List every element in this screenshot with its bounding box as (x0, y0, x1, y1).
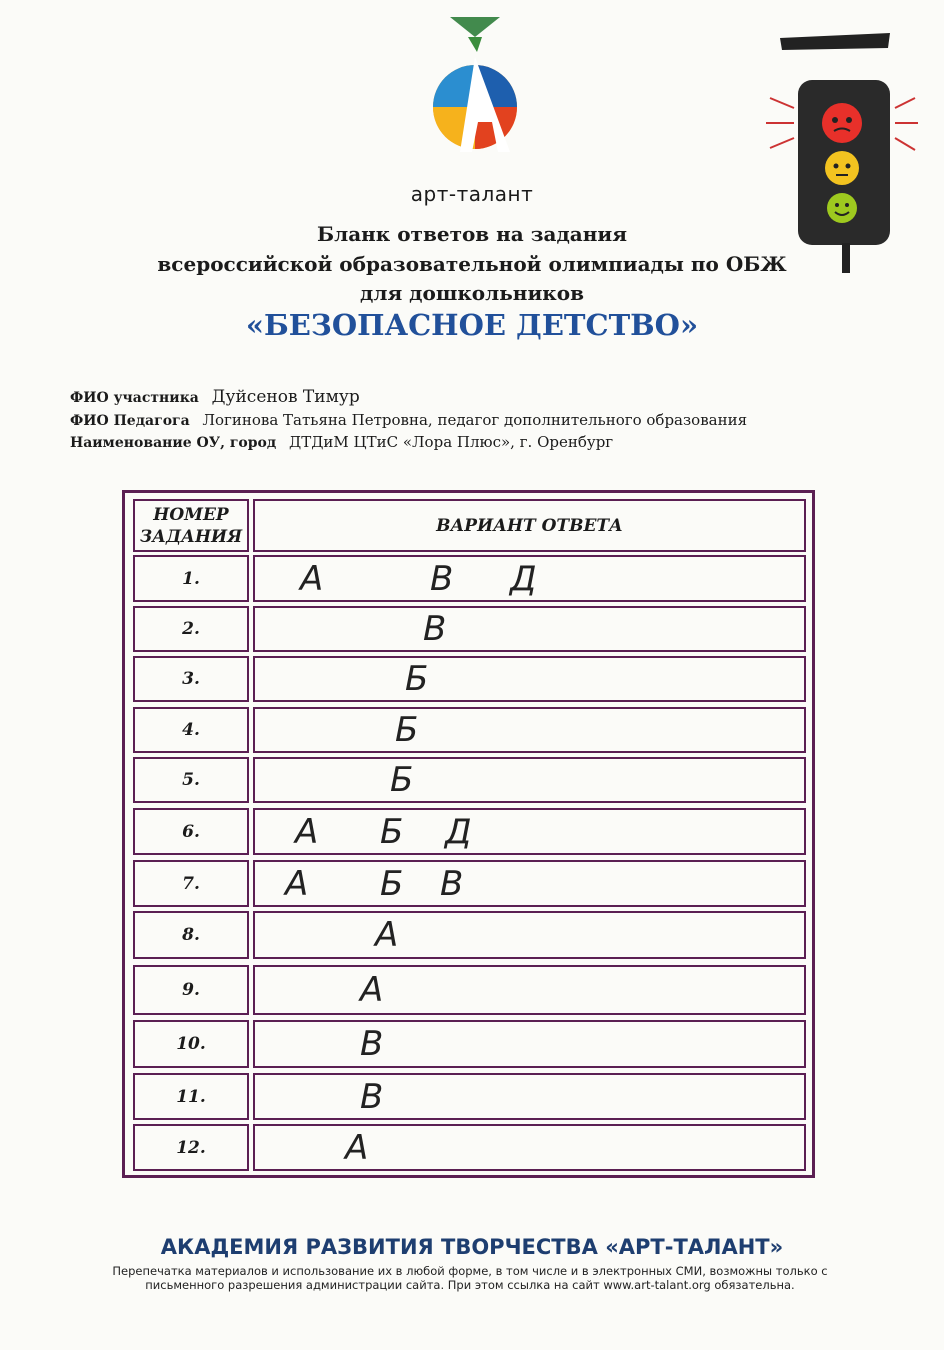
task-number-cell (133, 1020, 249, 1068)
header-answer-label: ВАРИАНТ ОТВЕТА (436, 515, 623, 536)
handwritten-answer: Д (445, 811, 472, 852)
task-number: 3. (182, 669, 200, 689)
organization-label: Наименование ОУ, город (70, 435, 277, 451)
task-number: 7. (182, 873, 200, 894)
handwritten-answer: В (430, 558, 454, 599)
task-number: 6. (182, 821, 200, 842)
task-number: 1. (182, 568, 200, 589)
task-number-cell (133, 1073, 249, 1120)
organization-info (70, 433, 613, 451)
handwritten-answer: В (360, 1076, 384, 1117)
table-row (133, 606, 806, 652)
handwritten-answer: Д (510, 558, 537, 599)
table-row (133, 555, 806, 602)
task-number-cell (133, 1124, 249, 1171)
handwritten-answer: А (295, 811, 319, 852)
answer-cell (253, 656, 806, 702)
olympiad-name: «БЕЗОПАСНОЕ ДЕТСТВО» (245, 308, 699, 342)
task-number: 10. (176, 1034, 206, 1054)
task-number-cell (133, 555, 249, 602)
task-number: 12. (176, 1137, 206, 1158)
table-row (133, 707, 806, 753)
task-number: 5. (182, 770, 200, 790)
task-number-cell (133, 707, 249, 753)
table-row (133, 965, 806, 1015)
header-task-number (133, 499, 249, 552)
task-number-cell (133, 808, 249, 855)
handwritten-answer: Б (390, 760, 414, 800)
footer-title: АКАДЕМИЯ РАЗВИТИЯ ТВОРЧЕСТВА «АРТ-ТАЛАНТ» (160, 1235, 784, 1259)
brand-name: арт-талант (410, 182, 534, 206)
handwritten-answer: В (440, 863, 464, 904)
task-number-cell (133, 606, 249, 652)
task-number: 4. (182, 720, 200, 740)
task-number: 2. (182, 619, 200, 639)
participant-info (70, 387, 360, 407)
table-row (133, 656, 806, 702)
answer-cell (253, 1073, 806, 1120)
task-number: 9. (182, 980, 200, 1000)
handwritten-answer: В (360, 1024, 384, 1064)
answer-cell (253, 555, 806, 602)
organization-name: ДТДиМ ЦТиС «Лора Плюс», г. Оренбург (289, 433, 614, 451)
handwritten-answer: А (375, 915, 399, 955)
footer-note: Перепечатка материалов и использование их в любой форме, в том числе и в электронных СМИ, возможны только с письменного разрешения администрации сайта. При этом ссылка на сайт www.art-talant.org обязательна. (112, 1264, 828, 1292)
handwritten-answer: А (360, 970, 384, 1010)
form-title: Бланк ответов на задания (317, 222, 627, 246)
task-number: 11. (176, 1086, 206, 1107)
answer-cell (253, 1020, 806, 1068)
answer-cell (253, 965, 806, 1015)
answer-table (122, 490, 815, 1178)
participant-label: ФИО участника (70, 390, 199, 406)
art-talant-logo (420, 12, 530, 172)
form-title-line2: всероссийской образовательной олимпиады по ОБЖ (157, 252, 787, 276)
teacher-label: ФИО Педагога (70, 413, 190, 429)
participant-name: Дуйсенов Тимур (211, 387, 360, 407)
teacher-name: Логинова Татьяна Петровна, педагог дополнительного образования (202, 411, 748, 429)
header-task-number-line2: ЗАДАНИЯ (139, 526, 243, 547)
header-answer-variant (253, 499, 806, 552)
table-row (133, 1073, 806, 1120)
table-row (133, 757, 806, 803)
handwritten-answer: Б (380, 863, 404, 904)
task-number-cell (133, 656, 249, 702)
form-title-line3: для дошкольников (360, 281, 584, 305)
task-number: 8. (182, 925, 200, 945)
table-row (133, 1124, 806, 1171)
handwritten-answer: Б (405, 659, 429, 699)
answer-cell (253, 860, 806, 907)
answer-cell (253, 1124, 806, 1171)
handwritten-answer: Б (395, 710, 419, 750)
table-row (133, 1020, 806, 1068)
header-task-number-line1: НОМЕР (153, 504, 229, 525)
table-header-row (133, 499, 806, 552)
table-row (133, 808, 806, 855)
table-row (133, 911, 806, 959)
table-row (133, 860, 806, 907)
teacher-info (70, 411, 747, 429)
handwritten-answer: А (345, 1127, 369, 1168)
answer-cell (253, 606, 806, 652)
task-number-cell (133, 965, 249, 1015)
answer-cell (253, 808, 806, 855)
answer-cell (253, 911, 806, 959)
task-number-cell (133, 860, 249, 907)
handwritten-answer: В (423, 609, 447, 649)
task-number-cell (133, 911, 249, 959)
answer-cell (253, 757, 806, 803)
handwritten-answer: Б (380, 811, 404, 852)
task-number-cell (133, 757, 249, 803)
handwritten-answer: А (285, 863, 309, 904)
handwritten-answer: А (300, 558, 324, 599)
answer-cell (253, 707, 806, 753)
